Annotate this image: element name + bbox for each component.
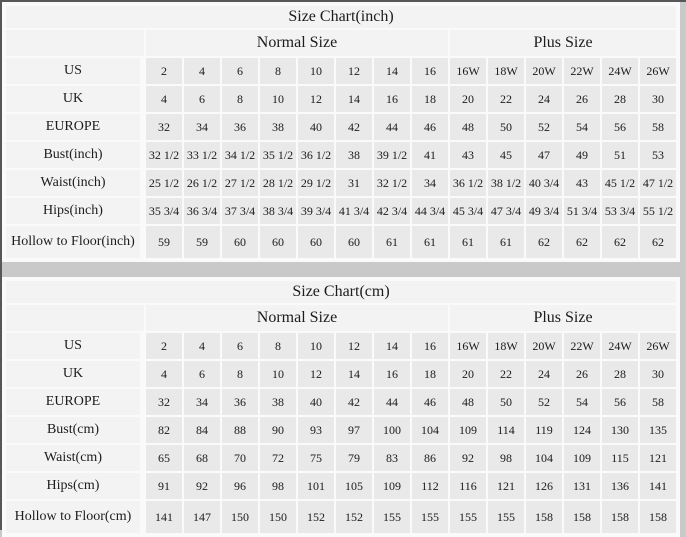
size-cell: 10 xyxy=(260,361,296,387)
size-cell: 56 xyxy=(602,389,638,415)
size-cell: 36 1/2 xyxy=(450,170,486,196)
size-cell: 16 xyxy=(412,333,448,359)
size-cell: 12 xyxy=(336,58,372,84)
size-cell: 36 xyxy=(222,114,258,140)
size-cell: 16W xyxy=(450,58,486,84)
size-cell: 158 xyxy=(564,501,600,533)
size-cell: 4 xyxy=(184,333,220,359)
size-cell: 16 xyxy=(374,361,410,387)
size-cell: 109 xyxy=(374,473,410,499)
size-cell: 53 3/4 xyxy=(602,198,638,224)
size-cell: 45 3/4 xyxy=(450,198,486,224)
size-cell: 27 1/2 xyxy=(222,170,258,196)
size-cell: 39 1/2 xyxy=(374,142,410,168)
size-cell: 152 xyxy=(336,501,372,533)
size-cell: 54 xyxy=(564,389,600,415)
row-label: EUROPE xyxy=(6,114,144,140)
row-label: US xyxy=(6,333,144,359)
table-row xyxy=(6,226,676,258)
row-label: Bust(cm) xyxy=(6,417,144,443)
table-row xyxy=(6,361,676,387)
size-cell: 131 xyxy=(564,473,600,499)
row-label: Hips(cm) xyxy=(6,473,144,499)
size-cell: 62 xyxy=(602,226,638,258)
size-cell: 44 xyxy=(374,389,410,415)
size-cell: 28 xyxy=(602,86,638,112)
size-cell: 60 xyxy=(222,226,258,258)
size-cell: 22W xyxy=(564,333,600,359)
size-cell: 12 xyxy=(298,361,334,387)
size-cell: 20 xyxy=(450,361,486,387)
size-cell: 14 xyxy=(374,333,410,359)
size-cell: 24W xyxy=(602,58,638,84)
size-cell: 8 xyxy=(222,361,258,387)
size-cell: 43 xyxy=(564,170,600,196)
size-cell: 98 xyxy=(488,445,524,471)
table-title: Size Chart(cm) xyxy=(6,281,676,303)
size-cell: 56 xyxy=(602,114,638,140)
size-cell: 121 xyxy=(640,445,676,471)
size-cell: 6 xyxy=(184,361,220,387)
size-cell: 20W xyxy=(526,333,562,359)
size-cell: 26 1/2 xyxy=(184,170,220,196)
size-cell: 124 xyxy=(564,417,600,443)
size-cell: 92 xyxy=(450,445,486,471)
size-cell: 4 xyxy=(146,361,182,387)
size-cell: 10 xyxy=(260,86,296,112)
size-cell: 46 xyxy=(412,389,448,415)
size-cell: 158 xyxy=(526,501,562,533)
size-cell: 48 xyxy=(450,114,486,140)
size-cell: 10 xyxy=(298,58,334,84)
size-cell: 141 xyxy=(640,473,676,499)
size-cell: 10 xyxy=(298,333,334,359)
size-cell: 72 xyxy=(260,445,296,471)
size-cell: 60 xyxy=(260,226,296,258)
size-cell: 44 3/4 xyxy=(412,198,448,224)
table-row xyxy=(6,389,676,415)
size-cell: 96 xyxy=(222,473,258,499)
size-cell: 16W xyxy=(450,333,486,359)
table-row xyxy=(6,58,676,84)
size-cell: 38 xyxy=(336,142,372,168)
size-cell: 79 xyxy=(336,445,372,471)
size-cell: 42 3/4 xyxy=(374,198,410,224)
corner-cell xyxy=(6,305,144,331)
size-chart-inch-panel xyxy=(2,2,680,262)
table-title-row xyxy=(6,281,676,303)
size-cell: 155 xyxy=(412,501,448,533)
size-cell: 97 xyxy=(336,417,372,443)
size-cell: 20W xyxy=(526,58,562,84)
table-title-row xyxy=(6,6,676,28)
size-cell: 34 1/2 xyxy=(222,142,258,168)
size-cell: 25 1/2 xyxy=(146,170,182,196)
group-header-plus: Plus Size xyxy=(450,305,676,331)
size-cell: 8 xyxy=(260,333,296,359)
size-cell: 83 xyxy=(374,445,410,471)
size-cell: 50 xyxy=(488,389,524,415)
table-row xyxy=(6,333,676,359)
size-cell: 75 xyxy=(298,445,334,471)
table-row xyxy=(6,473,676,499)
size-cell: 29 1/2 xyxy=(298,170,334,196)
size-cell: 58 xyxy=(640,389,676,415)
size-cell: 100 xyxy=(374,417,410,443)
size-cell: 32 1/2 xyxy=(146,142,182,168)
size-cell: 155 xyxy=(488,501,524,533)
size-cell: 8 xyxy=(260,58,296,84)
size-cell: 112 xyxy=(412,473,448,499)
size-cell: 34 xyxy=(184,114,220,140)
size-cell: 12 xyxy=(336,333,372,359)
size-cell: 158 xyxy=(602,501,638,533)
size-cell: 47 xyxy=(526,142,562,168)
row-label: Waist(inch) xyxy=(6,170,144,196)
row-label: Hollow to Floor(inch) xyxy=(6,226,144,258)
size-cell: 45 xyxy=(488,142,524,168)
size-cell: 115 xyxy=(602,445,638,471)
size-cell: 42 xyxy=(336,389,372,415)
size-cell: 2 xyxy=(146,58,182,84)
size-cell: 61 xyxy=(488,226,524,258)
size-cell: 104 xyxy=(526,445,562,471)
size-cell: 31 xyxy=(336,170,372,196)
size-cell: 136 xyxy=(602,473,638,499)
row-label: Bust(inch) xyxy=(6,142,144,168)
size-cell: 4 xyxy=(146,86,182,112)
size-cell: 38 xyxy=(260,114,296,140)
size-cell: 22 xyxy=(488,361,524,387)
size-cell: 6 xyxy=(222,333,258,359)
size-cell: 24W xyxy=(602,333,638,359)
group-header-normal: Normal Size xyxy=(146,30,448,56)
size-cell: 22 xyxy=(488,86,524,112)
size-cell: 16 xyxy=(412,58,448,84)
size-cell: 101 xyxy=(298,473,334,499)
table-row xyxy=(6,86,676,112)
size-cell: 158 xyxy=(640,501,676,533)
size-cell: 36 1/2 xyxy=(298,142,334,168)
size-cell: 114 xyxy=(488,417,524,443)
size-cell: 59 xyxy=(146,226,182,258)
size-cell: 60 xyxy=(298,226,334,258)
size-cell: 30 xyxy=(640,361,676,387)
row-label: Hips(inch) xyxy=(6,198,144,224)
size-cell: 40 xyxy=(298,114,334,140)
size-cell: 35 1/2 xyxy=(260,142,296,168)
row-label: US xyxy=(6,58,144,84)
size-cell: 62 xyxy=(564,226,600,258)
size-cell: 49 3/4 xyxy=(526,198,562,224)
size-cell: 18W xyxy=(488,333,524,359)
size-cell: 49 xyxy=(564,142,600,168)
size-cell: 14 xyxy=(374,58,410,84)
size-cell: 26 xyxy=(564,86,600,112)
size-cell: 119 xyxy=(526,417,562,443)
size-cell: 22W xyxy=(564,58,600,84)
table-row xyxy=(6,417,676,443)
size-cell: 26W xyxy=(640,58,676,84)
size-cell: 44 xyxy=(374,114,410,140)
size-cell: 6 xyxy=(184,86,220,112)
table-row xyxy=(6,445,676,471)
size-cell: 45 1/2 xyxy=(602,170,638,196)
corner-cell xyxy=(6,30,144,56)
size-cell: 41 xyxy=(412,142,448,168)
size-cell: 141 xyxy=(146,501,182,533)
size-cell: 104 xyxy=(412,417,448,443)
size-chart-cm-panel xyxy=(2,277,680,537)
row-label: UK xyxy=(6,86,144,112)
row-label: UK xyxy=(6,361,144,387)
group-header-normal: Normal Size xyxy=(146,305,448,331)
size-cell: 70 xyxy=(222,445,258,471)
size-cell: 54 xyxy=(564,114,600,140)
size-cell: 82 xyxy=(146,417,182,443)
size-cell: 121 xyxy=(488,473,524,499)
size-cell: 6 xyxy=(222,58,258,84)
size-cell: 28 1/2 xyxy=(260,170,296,196)
size-cell: 84 xyxy=(184,417,220,443)
size-cell: 40 3/4 xyxy=(526,170,562,196)
size-cell: 34 xyxy=(184,389,220,415)
size-cell: 62 xyxy=(640,226,676,258)
size-cell: 130 xyxy=(602,417,638,443)
size-cell: 51 xyxy=(602,142,638,168)
size-cell: 38 3/4 xyxy=(260,198,296,224)
size-cell: 47 1/2 xyxy=(640,170,676,196)
size-cell: 41 3/4 xyxy=(336,198,372,224)
size-cell: 61 xyxy=(450,226,486,258)
size-chart-cm-table xyxy=(4,279,678,535)
size-cell: 90 xyxy=(260,417,296,443)
size-cell: 109 xyxy=(450,417,486,443)
group-header-plus: Plus Size xyxy=(450,30,676,56)
size-cell: 92 xyxy=(184,473,220,499)
row-label: Hollow to Floor(cm) xyxy=(6,501,144,533)
size-cell: 126 xyxy=(526,473,562,499)
size-cell: 52 xyxy=(526,114,562,140)
size-cell: 43 xyxy=(450,142,486,168)
size-cell: 32 xyxy=(146,389,182,415)
size-cell: 155 xyxy=(450,501,486,533)
size-cell: 32 xyxy=(146,114,182,140)
size-chart-inch-table xyxy=(4,4,678,260)
size-cell: 34 xyxy=(412,170,448,196)
row-label: Waist(cm) xyxy=(6,445,144,471)
size-cell: 18 xyxy=(412,361,448,387)
size-cell: 12 xyxy=(298,86,334,112)
table-row xyxy=(6,501,676,533)
size-cell: 65 xyxy=(146,445,182,471)
row-label: EUROPE xyxy=(6,389,144,415)
size-cell: 150 xyxy=(222,501,258,533)
size-cell: 38 xyxy=(260,389,296,415)
size-cell: 36 xyxy=(222,389,258,415)
size-cell: 16 xyxy=(374,86,410,112)
size-cell: 35 3/4 xyxy=(146,198,182,224)
size-cell: 33 1/2 xyxy=(184,142,220,168)
size-cell: 42 xyxy=(336,114,372,140)
size-cell: 14 xyxy=(336,86,372,112)
size-cell: 59 xyxy=(184,226,220,258)
table-row xyxy=(6,198,676,224)
size-cell: 61 xyxy=(374,226,410,258)
size-cell: 32 1/2 xyxy=(374,170,410,196)
size-cell: 2 xyxy=(146,333,182,359)
size-cell: 30 xyxy=(640,86,676,112)
size-cell: 4 xyxy=(184,58,220,84)
size-cell: 46 xyxy=(412,114,448,140)
group-header-row xyxy=(6,305,676,331)
size-cell: 55 1/2 xyxy=(640,198,676,224)
size-cell: 40 xyxy=(298,389,334,415)
size-cell: 93 xyxy=(298,417,334,443)
panel-divider xyxy=(2,262,680,277)
size-cell: 147 xyxy=(184,501,220,533)
size-cell: 8 xyxy=(222,86,258,112)
size-cell: 36 3/4 xyxy=(184,198,220,224)
size-cell: 26 xyxy=(564,361,600,387)
table-row xyxy=(6,170,676,196)
size-cell: 109 xyxy=(564,445,600,471)
group-header-row xyxy=(6,30,676,56)
size-cell: 61 xyxy=(412,226,448,258)
table-title: Size Chart(inch) xyxy=(6,6,676,28)
size-cell: 24 xyxy=(526,86,562,112)
table-row xyxy=(6,142,676,168)
size-cell: 155 xyxy=(374,501,410,533)
size-cell: 53 xyxy=(640,142,676,168)
size-cell: 91 xyxy=(146,473,182,499)
size-cell: 51 3/4 xyxy=(564,198,600,224)
size-cell: 88 xyxy=(222,417,258,443)
size-cell: 150 xyxy=(260,501,296,533)
size-cell: 48 xyxy=(450,389,486,415)
size-cell: 98 xyxy=(260,473,296,499)
size-cell: 152 xyxy=(298,501,334,533)
size-cell: 37 3/4 xyxy=(222,198,258,224)
size-cell: 50 xyxy=(488,114,524,140)
size-cell: 39 3/4 xyxy=(298,198,334,224)
size-cell: 135 xyxy=(640,417,676,443)
size-cell: 18 xyxy=(412,86,448,112)
size-cell: 18W xyxy=(488,58,524,84)
size-cell: 28 xyxy=(602,361,638,387)
size-cell: 52 xyxy=(526,389,562,415)
size-cell: 86 xyxy=(412,445,448,471)
table-row xyxy=(6,114,676,140)
size-cell: 58 xyxy=(640,114,676,140)
size-cell: 60 xyxy=(336,226,372,258)
size-cell: 20 xyxy=(450,86,486,112)
size-cell: 38 1/2 xyxy=(488,170,524,196)
size-cell: 116 xyxy=(450,473,486,499)
size-cell: 68 xyxy=(184,445,220,471)
size-cell: 105 xyxy=(336,473,372,499)
size-cell: 62 xyxy=(526,226,562,258)
size-cell: 24 xyxy=(526,361,562,387)
size-cell: 14 xyxy=(336,361,372,387)
size-cell: 26W xyxy=(640,333,676,359)
size-cell: 47 3/4 xyxy=(488,198,524,224)
